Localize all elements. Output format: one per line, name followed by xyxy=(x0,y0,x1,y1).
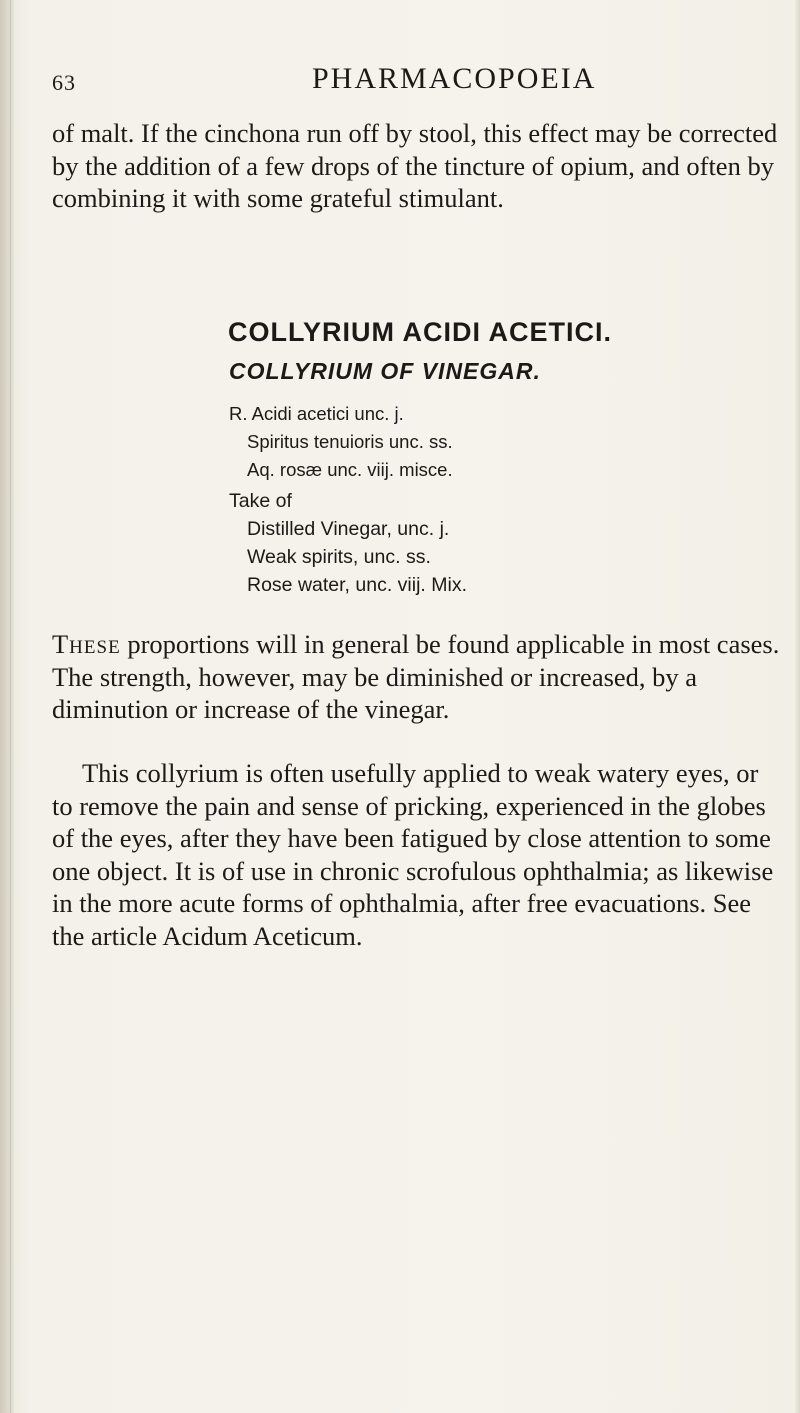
english-recipe-intro: Take of xyxy=(229,490,292,512)
english-recipe-line: Weak spirits, unc. ss. xyxy=(247,546,431,568)
section-subtitle: COLLYRIUM OF VINEGAR. xyxy=(229,358,541,384)
intro-paragraph: of malt. If the cinchona run off by stool, this effect may be corrected by the addition of a few drops of the tincture of opium, and often by combining it with some grateful stimulant. xyxy=(52,118,778,213)
latin-recipe-line: R. Acidi acetici unc. j. xyxy=(229,403,404,424)
english-recipe-line: Distilled Vinegar, unc. j. xyxy=(247,518,450,540)
latin-recipe-line: Aq. rosæ unc. viij. misce. xyxy=(247,459,453,480)
spine-shadow xyxy=(0,0,14,1413)
page-header xyxy=(52,62,792,102)
latin-recipe-line: Spiritus tenuioris unc. ss. xyxy=(247,431,453,452)
usage-paragraph xyxy=(52,757,780,952)
spine-line xyxy=(10,0,11,1413)
section-title: COLLYRIUM ACIDI ACETICI. xyxy=(228,317,613,347)
recipe-block xyxy=(229,400,769,599)
english-recipe-line: Rose water, unc. viij. Mix. xyxy=(247,574,467,596)
running-head: PHARMACOPOEIA xyxy=(312,62,597,95)
page-number: 63 xyxy=(52,70,76,95)
page-edge xyxy=(794,0,800,1413)
paragraph-rest: proportions will in general be found applicable in most cases. The strength, however, may be diminished or increased, by a diminution or increase of the vinegar. xyxy=(52,629,780,724)
usage-paragraph-text: This collyrium is often usefully applied to weak watery eyes, or to remove the pain and sense of pricking, experienced in the globes of the eyes, after they have been fatigued by close attention to some one object. It is of use in chronic scrofulous ophthalmia; as likewise in the more acute forms of ophthalmia, after free evacuations. See the article Acidum Aceticum. xyxy=(52,758,774,951)
paragraph-lead-word: These xyxy=(52,629,121,659)
proportions-paragraph xyxy=(52,628,780,726)
